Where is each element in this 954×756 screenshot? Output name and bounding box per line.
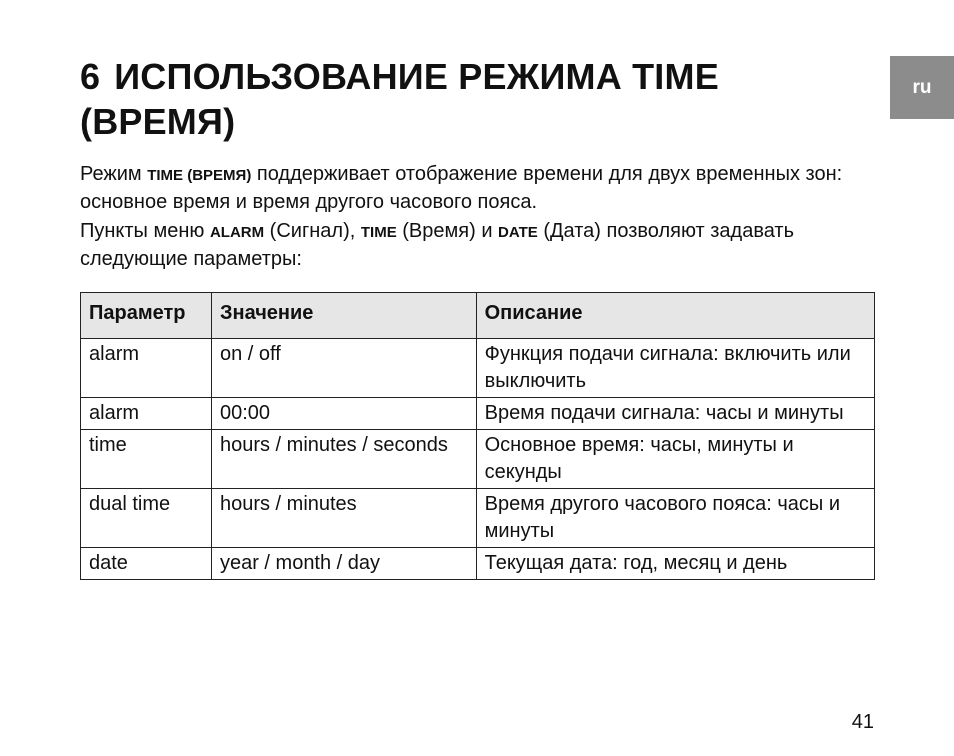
parameters-table	[80, 292, 875, 580]
cell-value: 00:00	[211, 398, 476, 430]
menu-alarm: ALARM	[209, 224, 265, 241]
cell-description: Время другого часового пояса: часы и минуты	[476, 489, 874, 548]
header-parameter: Параметр	[81, 293, 212, 339]
table-row	[81, 430, 875, 489]
section-title-line-2: (ВРЕМЯ)	[80, 101, 236, 142]
cell-value: on / off	[211, 339, 476, 398]
cell-parameter: time	[81, 430, 212, 489]
cell-description: Функция подачи сигнала: включить или выключить	[476, 339, 874, 398]
cell-parameter: alarm	[81, 339, 212, 398]
language-tab-label: ru	[912, 76, 932, 98]
cell-parameter: dual time	[81, 489, 212, 548]
intro-suffix: поддерживает отображение времени для двух временных зон: основное время и время другого часового пояса.	[80, 163, 843, 213]
menu-date: DATE	[498, 224, 538, 241]
section-heading	[80, 54, 719, 144]
cell-parameter: date	[81, 548, 212, 580]
menu-text-3: (Время) и	[396, 220, 499, 242]
cell-parameter: alarm	[81, 398, 212, 430]
table-header-row	[81, 293, 875, 339]
page-number: 41	[851, 711, 874, 733]
intro-prefix: Режим	[80, 163, 148, 185]
cell-value: year / month / day	[211, 548, 476, 580]
cell-description: Текущая дата: год, месяц и день	[476, 548, 874, 580]
section-title-line-1: ИСПОЛЬЗОВАНИЕ РЕЖИМА TIME	[114, 56, 719, 97]
cell-description: Время подачи сигнала: часы и минуты	[476, 398, 874, 430]
menu-time: TIME	[360, 224, 397, 241]
section-number: 6	[80, 56, 101, 97]
table-row	[81, 398, 875, 430]
mode-name: TIME (ВРЕМЯ)	[147, 167, 252, 184]
cell-value: hours / minutes / seconds	[211, 430, 476, 489]
table-row	[81, 548, 875, 580]
header-value: Значение	[211, 293, 476, 339]
header-description: Описание	[476, 293, 874, 339]
language-tab	[890, 56, 954, 119]
intro-paragraph	[80, 161, 880, 216]
cell-value: hours / minutes	[211, 489, 476, 548]
menu-text-1: Пункты меню	[80, 220, 210, 242]
menu-text-4: (Дата) позволяют задавать следующие параметры:	[80, 220, 795, 270]
table-row	[81, 489, 875, 548]
menu-text-2: (Сигнал),	[264, 220, 361, 242]
cell-description: Основное время: часы, минуты и секунды	[476, 430, 874, 489]
table-row	[81, 339, 875, 398]
menu-paragraph	[80, 218, 880, 273]
